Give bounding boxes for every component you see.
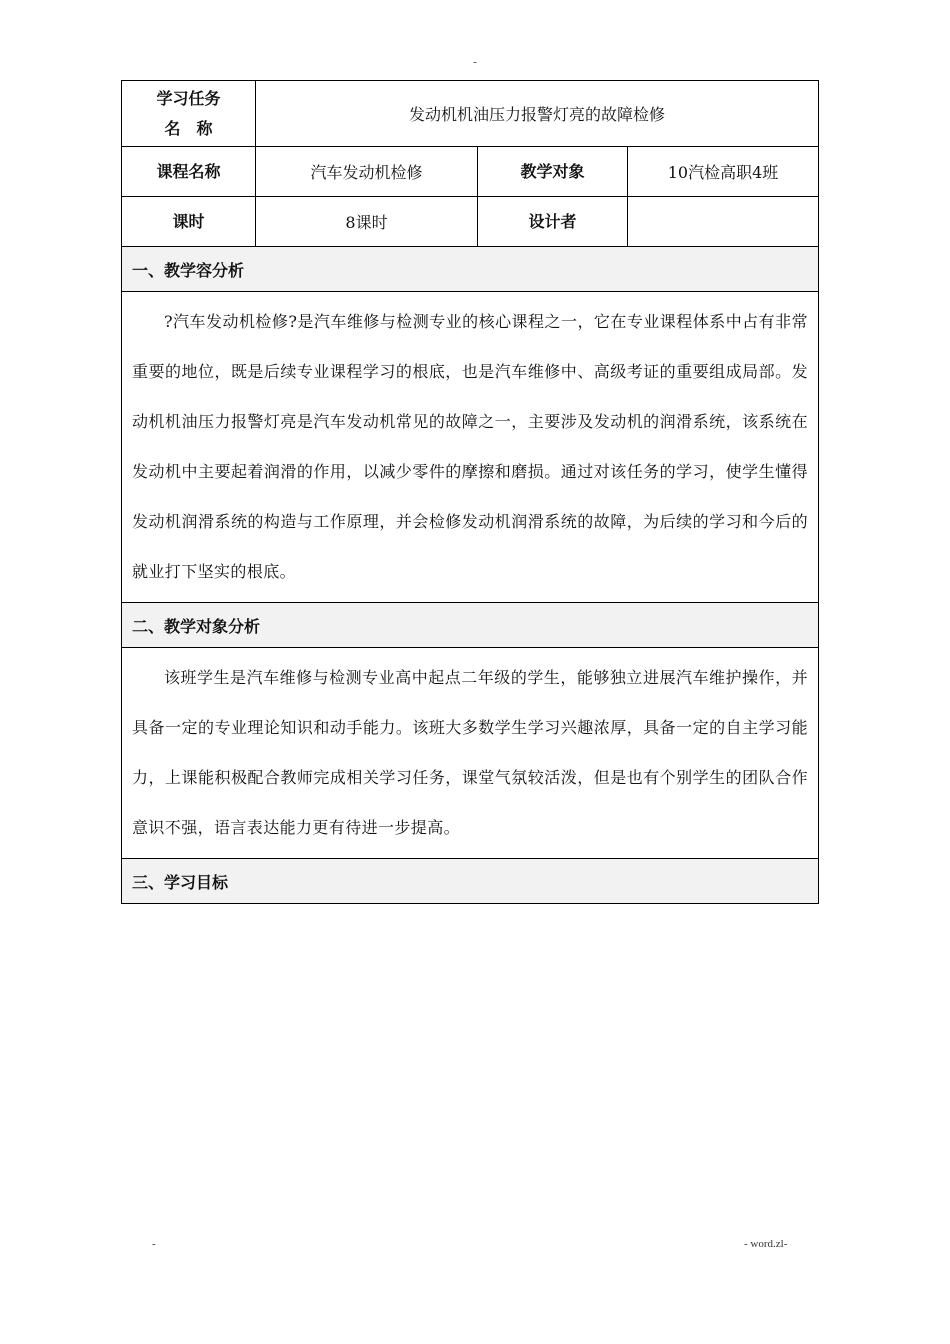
course-name-value: 汽车发动机检修 [256, 147, 478, 197]
designer-value [628, 197, 819, 247]
section-heading: 一、教学容分析 [122, 247, 819, 292]
section-body: ?汽车发动机检修?是汽车维修与检测专业的核心课程之一，它在专业课程体系中占有非常重要的地位，既是后续专业课程学习的根底，也是汽车维修中、高级考证的重要组成局部。发动机机油压力报警灯亮是汽车发动机常见的故障之一，主要涉及发动机的润滑系统，该系统在发动机中主要起着润滑的作用，以减少零件的摩擦和磨损。通过对该任务的学习，使学生懂得发动机润滑系统的构造与工作原理，并会检修发动机润滑系统的故障，为后续的学习和今后的就业打下坚实的根底。 [122, 292, 819, 603]
hours-label: 课时 [122, 197, 256, 247]
section-heading: 二、教学对象分析 [122, 603, 819, 648]
teaching-target-label: 教学对象 [478, 147, 628, 197]
section-body: 该班学生是汽车维修与检测专业高中起点二年级的学生，能够独立进展汽车维护操作，并具备一定的专业理论知识和动手能力。该班大多数学生学习兴趣浓厚，具备一定的自主学习能力，上课能积极配合教师完成相关学习任务，课堂气氛较活泼，但是也有个别学生的团队合作意识不强，语言表达能力更有待进一步提高。 [122, 648, 819, 859]
task-label-line1: 学习任务 [156, 88, 221, 108]
footer-source: - word.zl- [744, 1238, 788, 1250]
hours-value: 8课时 [256, 197, 478, 247]
lesson-plan-table [121, 80, 819, 904]
section-2-heading-row [122, 603, 819, 648]
section-3-heading-row [122, 859, 819, 904]
course-row [122, 147, 819, 197]
section-2-body-row [122, 648, 819, 859]
footer-left-mark: - [152, 1238, 156, 1250]
section-1-body-row [122, 292, 819, 603]
task-name-value: 发动机机油压力报警灯亮的故障检修 [256, 81, 819, 147]
section-1-heading-row [122, 247, 819, 292]
designer-label: 设计者 [478, 197, 628, 247]
header-mark: - [473, 56, 477, 68]
task-name-label [122, 81, 256, 147]
teaching-target-value: 10汽检高职4班 [628, 147, 819, 197]
task-label-line2: 名 称 [164, 118, 213, 138]
task-row [122, 81, 819, 147]
course-name-label: 课程名称 [122, 147, 256, 197]
hours-row [122, 197, 819, 247]
section-heading: 三、学习目标 [122, 859, 819, 904]
